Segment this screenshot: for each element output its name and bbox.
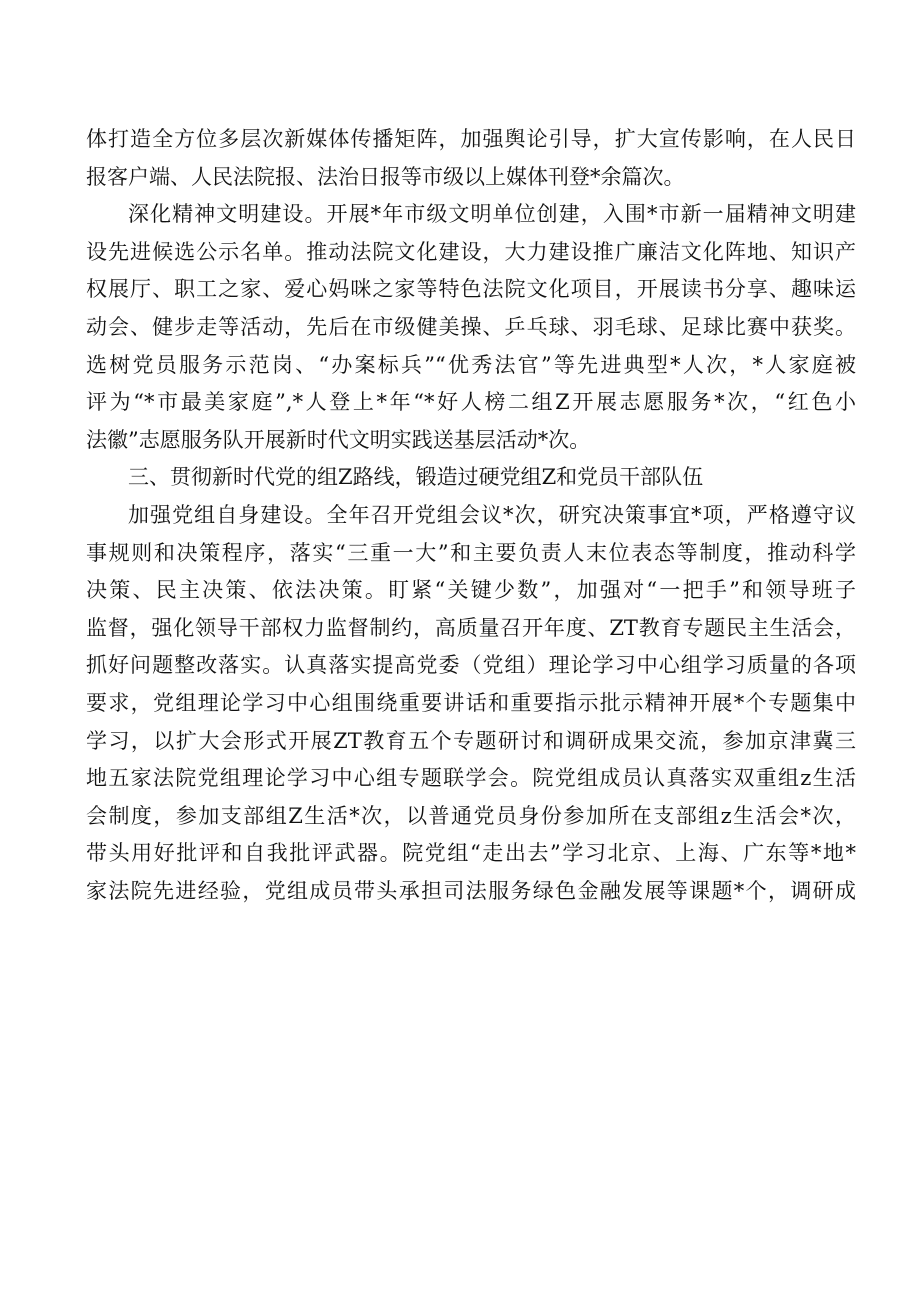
text-line: 设先进候选公示名单。推动法院文化建设，大力建设推广廉洁文化阵地、知识产: [86, 239, 856, 264]
text-line: 抓好问题整改落实。认真落实提高党委（党组）理论学习中心组学习质量的各项: [86, 653, 856, 678]
text-line: 地五家法院党组理论学习中心组专题联学会。院党组成员认真落实双重组z生活: [86, 766, 856, 791]
text-line: 选树党员服务示范岗、“办案标兵”“优秀法官”等先进典型*人次，*人家庭被: [86, 352, 856, 377]
text-line: 法徽”志愿服务队开展新时代文明实践送基层活动*次。: [86, 427, 591, 452]
text-line: 动会、健步走等活动，先后在市级健美操、乒乓球、羽毛球、足球比赛中获奖。: [86, 314, 856, 339]
text-line: 带头用好批评和自我批评武器。院党组“走出去”学习北京、上海、广东等*地*: [86, 841, 856, 866]
text-line: 事规则和决策程序，落实“三重一大”和主要负责人末位表态等制度，推动科学: [86, 540, 856, 565]
text-line: 加强党组自身建设。全年召开党组会议*次，研究决策事宜*项，严格遵守议: [128, 502, 856, 527]
text-line: 报客户端、人民法院报、法治日报等市级以上媒体刊登*余篇次。: [86, 164, 685, 189]
text-line: 决策、民主决策、依法决策。盯紧“关键少数”，加强对“一把手”和领导班子: [86, 578, 856, 603]
document-body: [86, 121, 856, 910]
text-line: 三、贯彻新时代党的组Z路线，锻造过硬党组Z和党员干部队伍: [128, 465, 704, 490]
text-line: 体打造全方位多层次新媒体传播矩阵，加强舆论引导，扩大宣传影响，在人民日: [86, 127, 856, 151]
text-line: 家法院先进经验，党组成员带头承担司法服务绿色金融发展等课题*个，调研成: [86, 878, 856, 903]
text-line: 权展厅、职工之家、爱心妈咪之家等特色法院文化项目，开展读书分享、趣味运: [86, 277, 856, 302]
text-line: 学习，以扩大会形式开展ZT教育五个专题研讨和调研成果交流，参加京津冀三: [86, 728, 856, 753]
text-line: 会制度，参加支部组Z生活*次，以普通党员身份参加所在支部组z生活会*次，: [86, 803, 856, 828]
text-line: 监督，强化领导干部权力监督制约，高质量召开年度、ZT教育专题民主生活会，: [86, 615, 856, 640]
text-line: 深化精神文明建设。开展*年市级文明单位创建，入围*市新一届精神文明建: [128, 202, 856, 227]
text-line: 评为“*市最美家庭”,*人登上*年“*好人榜二组Z开展志愿服务*次，“红色小: [86, 390, 856, 415]
text-line: 要求，党组理论学习中心组围绕重要讲话和重要指示批示精神开展*个专题集中: [86, 690, 856, 715]
